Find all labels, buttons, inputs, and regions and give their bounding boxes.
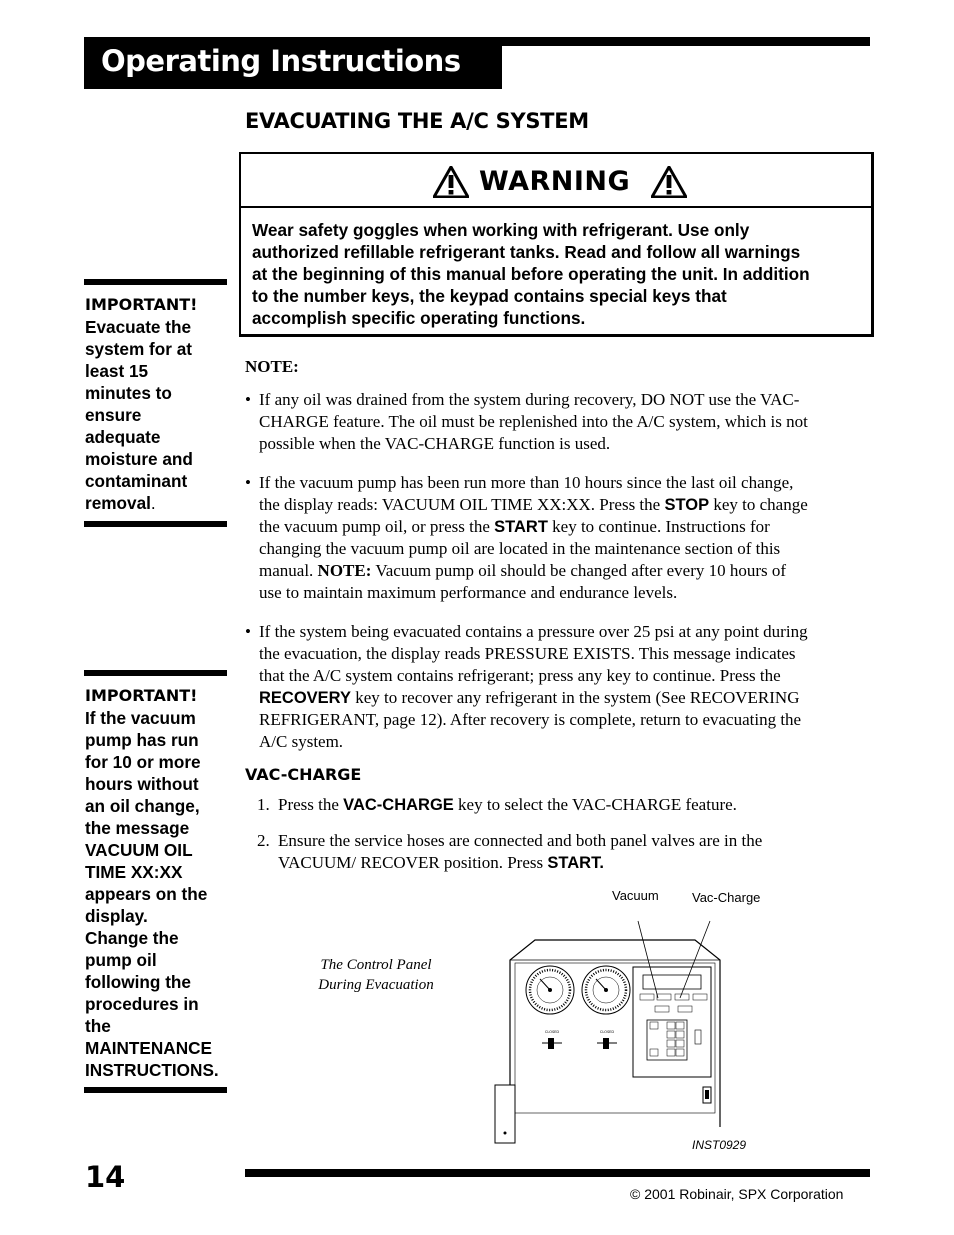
figure-caption: The Control Panel During Evacuation — [318, 957, 434, 993]
note-bullet-item: • If the vacuum pump has been run more than 10 hours since the last oil change, the display reads: VACUUM OIL TIME XX:XX. Press the STOP key to change the vacuum pump oil, or press the START key to continue. Instructions for changing the vacuum pump oil are located in the maintenance section of this manual. NOTE: Vacuum pump oil should be changed after every 10 hours of use to maintain maximum performance and endurance levels. — [245, 473, 808, 602]
bullet-icon: • — [245, 473, 251, 492]
important-label: IMPORTANT! — [85, 295, 198, 314]
figure-code: INST0929 — [692, 1138, 747, 1152]
important-label: IMPORTANT! — [85, 686, 198, 705]
svg-text:CLOSED: CLOSED — [599, 1030, 615, 1034]
note-bullet-item: • If the system being evacuated contains a pressure over 25 psi at any point during the evacuation, the display reads PRESSURE EXISTS. This message indicates that the A/C system contains refrigerant; press any key to continue. Press the RECOVERY key to recover any refrigerant in the system (See RECOVERING REFRIGERANT, page 12). After recovery is complete, return to evacuating the A/C system. — [245, 622, 808, 751]
page-title: Operating Instructions — [101, 44, 461, 78]
warning-title: WARNING — [479, 166, 631, 197]
key-name-recovery: RECOVERY — [259, 689, 351, 707]
step-item: 1. Press the VAC-CHARGE key to select the VAC-CHARGE feature. — [257, 795, 737, 814]
callout-vacuum: Vacuum — [612, 888, 659, 903]
note-label: NOTE: — [245, 357, 299, 376]
key-name-vac-charge: VAC-CHARGE — [343, 796, 454, 814]
warning-box — [239, 152, 874, 337]
bullet-icon: • — [245, 390, 251, 409]
warning-text: Wear safety goggles when working with refrigerant. Use only authorized refillable refrigerant tanks. Read and follow all warnings at the beginning of this manual before operating the unit. In addition to the number keys, the keypad contains special keys that accomplish specific operating functions. — [252, 220, 810, 328]
warning-header — [241, 154, 871, 208]
copyright: © 2001 Robinair, SPX Corporation — [630, 1186, 844, 1202]
sidebar-rule — [84, 1087, 227, 1093]
control-panel-illustration — [490, 905, 770, 1145]
sidebar-important-note: IMPORTANT! Evacuate the system for at least 15 minutes to ensure adequate moisture and contaminant removal. — [85, 294, 233, 514]
svg-text:CLOSED: CLOSED — [544, 1030, 560, 1034]
footer-rule — [245, 1169, 870, 1177]
key-name-start: START — [494, 518, 548, 536]
section-title: EVACUATING THE A/C SYSTEM — [245, 109, 589, 133]
bullet-icon: • — [245, 622, 251, 641]
warning-triangle-icon — [433, 166, 469, 198]
sidebar-rule — [84, 279, 227, 285]
sidebar-important-note: IMPORTANT! If the vacuum pump has run for 10 or more hours without an oil change, the message VACUUM OIL TIME XX:XX appears on the display. Change the pump oil following the procedures in the MAINTENANCE INSTRUCTIONS. — [85, 685, 233, 1081]
key-name-start: START. — [547, 854, 604, 872]
sidebar-rule — [84, 521, 227, 527]
key-name-stop: STOP — [664, 496, 710, 514]
sidebar-rule — [84, 670, 227, 676]
note-bullet-item: • If any oil was drained from the system during recovery, DO NOT use the VAC- CHARGE feature. The oil must be replenished into the A/C system, which is not possible when the VAC-CHARGE function is used. — [245, 390, 808, 453]
page-number: 14 — [85, 1160, 126, 1194]
vac-charge-heading: VAC-CHARGE — [245, 765, 362, 784]
warning-triangle-icon — [651, 166, 687, 198]
step-item: 2. Ensure the service hoses are connected and both panel valves are in the VACUUM/ RECOVER position. Press START. — [257, 831, 763, 872]
callout-vac-charge: Vac-Charge — [692, 890, 761, 905]
